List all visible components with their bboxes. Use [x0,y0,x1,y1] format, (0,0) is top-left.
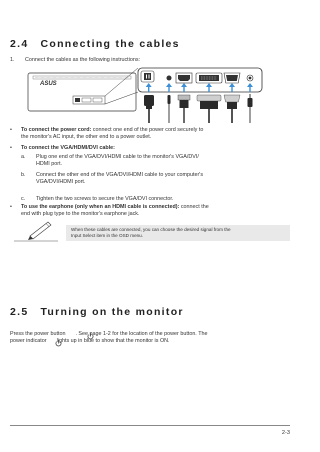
power-on-line-2 [10,338,170,345]
power-cord-plug [144,95,154,123]
bullet-text: end with plug type to the monitor's earphone jack. [21,211,140,218]
sub-label: b. [21,172,26,178]
section-title: Connecting the cables [40,38,180,50]
bullet-lead: To connect the VGA/HDMI/DVI cable: [21,145,115,151]
note-line: When these cables are connected, you can choose the desired signal from the [71,227,231,232]
footer-rule [10,425,290,426]
note-line: Input Select item in the OSD menu. [71,233,144,239]
vga-cable-plug [224,95,240,123]
section-title: Turning on the monitor [40,306,184,318]
sub-label: c. [21,196,26,202]
paragraph-text: power indicator [10,338,47,344]
sub-label: a. [21,154,26,160]
bullet-text: the monitor's AC input, the other end to a power outlet. [21,134,152,141]
paragraph-text: . See page 1-2 for the location of the power button. The [75,331,208,337]
step-text: Connect the cables as the following instructions: [25,57,141,63]
step-number: 1. [10,57,15,63]
earphone-plug [248,94,253,123]
page-number: 2-3 [281,430,290,436]
bullet-dot: • [10,127,12,133]
bullet-dot: • [10,204,12,210]
sub-item-c: Tighten the two screws to secure the VGA/DVI connector. [36,196,174,202]
bullet-text: connect one end of the power cord securely to [92,127,204,133]
section-heading-2-5 [10,306,184,318]
sub-text: Connect the other end of the VGA/DVI/HDMI cable to your computer's [36,172,204,178]
pencil-note-icon [14,222,58,241]
sub-item-a [36,154,290,168]
small-jack [167,76,172,81]
sub-item-b [36,172,290,186]
section-number: 2.5 [10,306,29,318]
bullet-power-cord [21,127,291,141]
sub-text: HDMI port. [36,161,63,168]
paragraph-text: lights up in blue to show that the monitor is ON. [56,338,170,344]
bullet-earphone [21,204,293,218]
audio-jack-plug [168,95,171,123]
bullet-lead: To use the earphone (only when an HDMI cable is connected): [21,204,180,210]
paragraph-text: Press the power button [10,331,66,337]
hdmi-cable-plug [178,95,190,123]
bullet-dot: • [10,145,12,151]
dvi-cable-plug [197,95,221,123]
section-number: 2.4 [10,38,29,50]
sub-text: Plug one end of the VGA/DVI/HDMI cable to the monitor's VGA/DVI/ [36,154,199,160]
sub-text: VGA/DVI/HDMI port. [36,179,86,186]
bullet-text: connect the [180,204,209,210]
bullet-lead: To connect the power cord: [21,127,92,133]
note-text [71,227,286,239]
brand-logo: ASUS [40,81,57,87]
